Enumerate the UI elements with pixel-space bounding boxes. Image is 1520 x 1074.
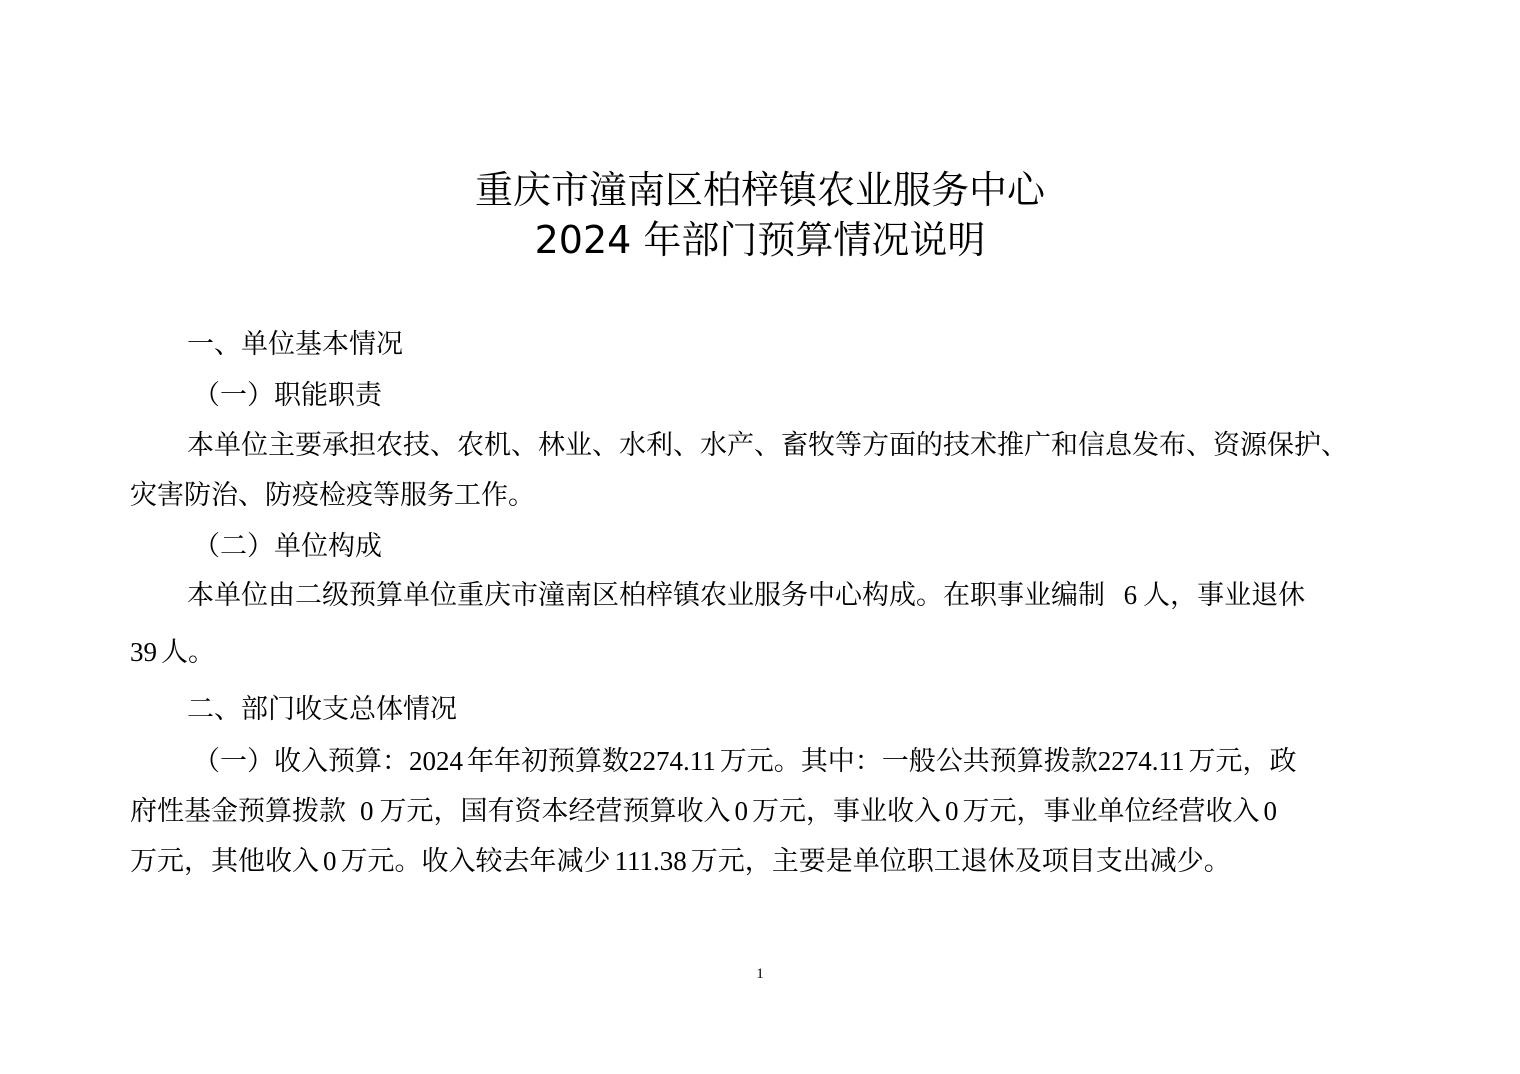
text-segment: 万元，事业收入 (752, 796, 941, 827)
text-segment: 年年初预算数 (467, 746, 629, 777)
subsection-heading-functions: （一）职能职责 (193, 380, 382, 411)
paragraph-functions-line-2: 灾害防治、防疫检疫等服务工作。 (130, 480, 535, 511)
document-title-line-1: 重庆市潼南区柏梓镇农业服务中心 (474, 168, 1045, 212)
initial-budget-amount: 2274.11 (629, 746, 716, 776)
budget-year: 2024 (409, 746, 463, 776)
text-segment: 万元，国有资本经营预算收入 (379, 796, 731, 827)
section-heading-unit-basics: 一、单位基本情况 (187, 329, 403, 360)
paragraph-composition-line-1 (187, 577, 1305, 614)
retired-count: 39 (130, 637, 157, 667)
state-capital-amount: 0 (734, 796, 748, 826)
staff-count: 6 (1123, 580, 1138, 610)
text-segment: 万元，其他收入 (130, 846, 319, 877)
text-segment: 万元，政 (1188, 746, 1297, 777)
paragraph-functions-line-1: 本单位主要承担农技、农机、林业、水利、水产、畜牧等方面的技术推广和信息发布、资源保护、 (187, 430, 1348, 461)
operating-income-amount: 0 (1263, 796, 1277, 826)
general-budget-amount: 2274.11 (1097, 746, 1185, 776)
paragraph-income-line-2 (130, 793, 1277, 830)
text-segment: 府性基金预算拨款 (130, 796, 346, 827)
subsection-heading-composition: （二）单位构成 (193, 531, 382, 562)
text-segment: 人。 (161, 637, 215, 668)
section-heading-budget-overview: 二、部门收支总体情况 (187, 694, 457, 725)
gov-fund-amount: 0 (360, 796, 374, 826)
text-segment: （一）收入预算： (193, 746, 409, 777)
text-segment: 本单位由二级预算单位重庆市潼南区柏梓镇农业服务中心构成。在职事业编制 (187, 580, 1105, 611)
text-segment: 万元，事业单位经营收入 (962, 796, 1260, 827)
text-segment: 万元。收入较去年减少 (340, 846, 611, 877)
text-segment: 万元，主要是单位职工退休及项目支出减少。 (690, 846, 1231, 877)
paragraph-income-line-1 (193, 743, 1297, 780)
paragraph-income-line-3 (130, 843, 1231, 880)
document-title-line-2: 2024 年部门预算情况说明 (534, 218, 986, 262)
paragraph-composition-line-2 (130, 634, 215, 671)
page-number: 1 (756, 966, 764, 982)
other-income-amount: 0 (323, 846, 337, 876)
business-income-amount: 0 (945, 796, 959, 826)
text-segment: 人，事业退休 (1143, 580, 1306, 611)
income-decrease-amount: 111.38 (614, 846, 687, 876)
text-segment: 万元。其中：一般公共预算拨款 (719, 746, 1098, 777)
